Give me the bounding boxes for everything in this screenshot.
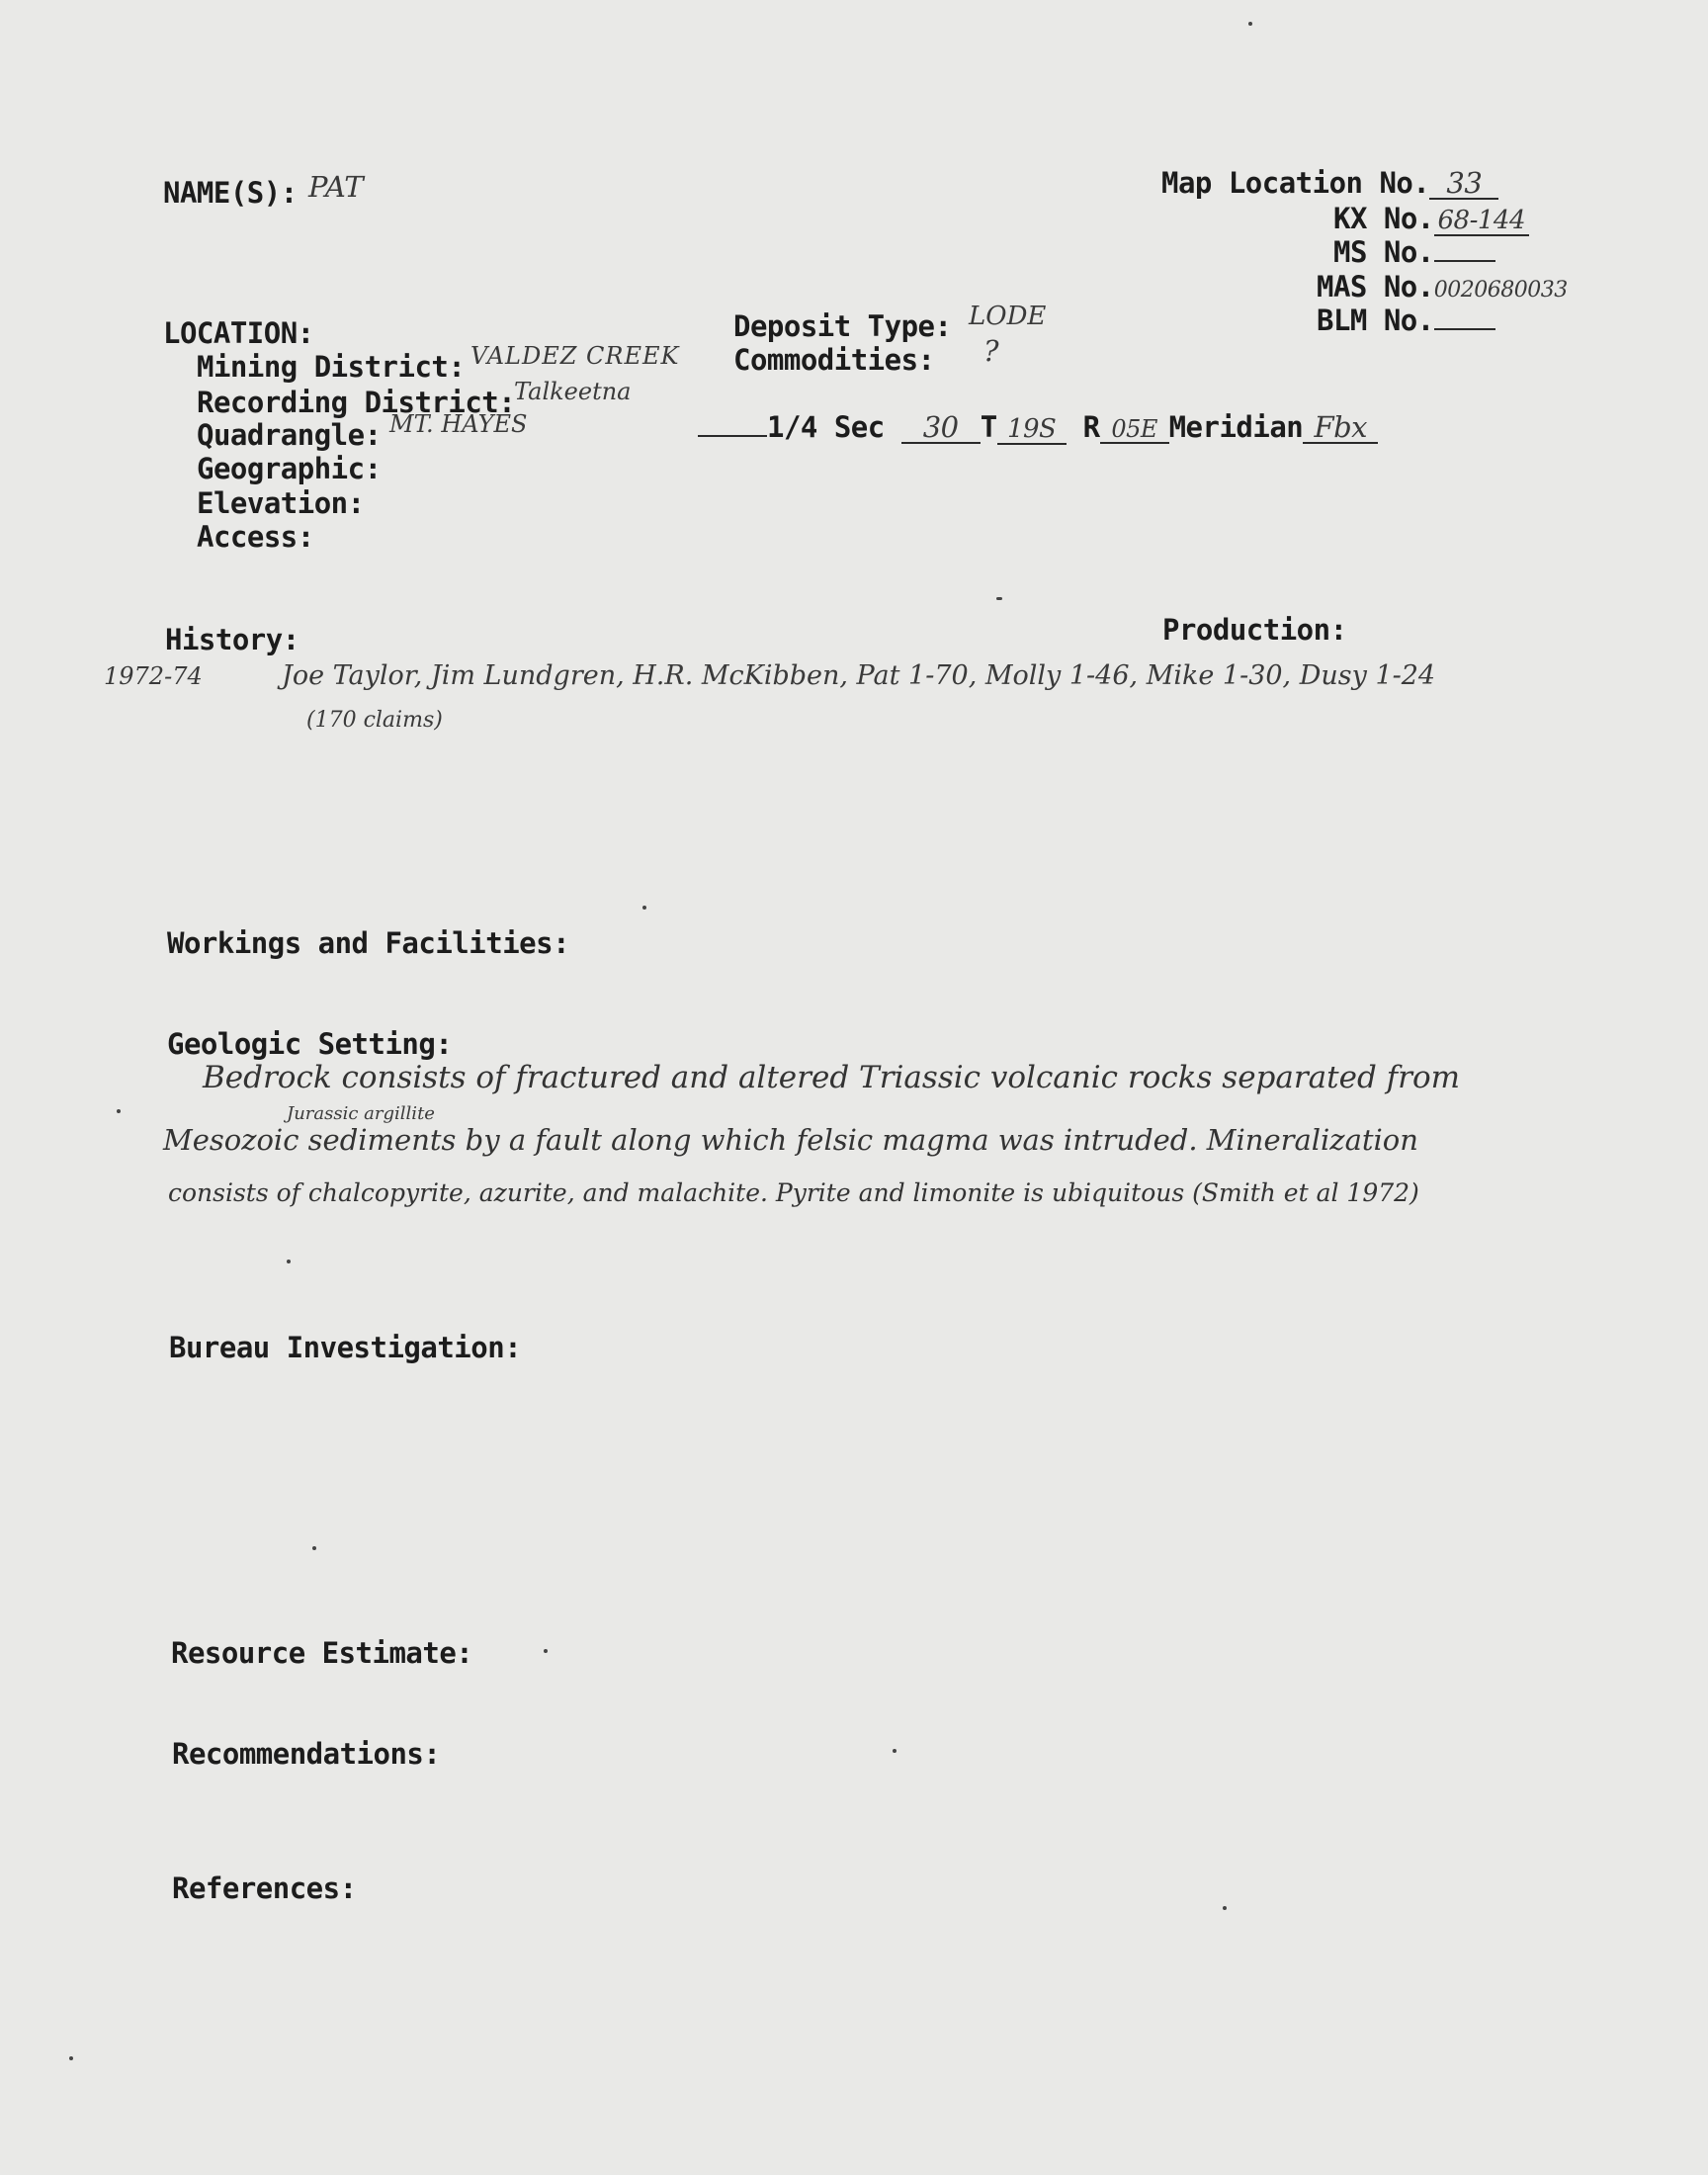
- township-label: T: [980, 410, 997, 444]
- history-years: 1972-74: [104, 662, 203, 690]
- ms-label: [1333, 235, 1495, 269]
- history-note: (170 claims): [306, 708, 443, 733]
- mining-district-label: Mining District:: [197, 350, 466, 384]
- kx-label-text: KX No.: [1333, 202, 1434, 235]
- geologic-line-1: Bedrock consists of fractured and altered Triassic volcanic rocks separated from: [203, 1060, 1461, 1095]
- resource-estimate-label: Resource Estimate:: [171, 1636, 473, 1670]
- geologic-line-3: consists of chalcopyrite, azurite, and malachite. Pyrite and limonite is ubiquitous (Smith et al 1972): [168, 1178, 1419, 1207]
- mining-district-value: VALDEZ CREEK: [470, 342, 680, 370]
- mas-label: [1317, 270, 1568, 304]
- history-text: Joe Taylor, Jim Lundgren, H.R. McKibben, Pat 1-70, Molly 1-46, Mike 1-30, Dusy 1-24: [282, 660, 1436, 691]
- map-location-label-text: Map Location No.: [1161, 166, 1430, 200]
- range-label: R: [1082, 410, 1100, 444]
- quarter-sec-label: 1/4 Sec: [767, 410, 885, 444]
- scan-speck: [996, 597, 1002, 600]
- scan-speck: [544, 1649, 548, 1653]
- workings-label: Workings and Facilities:: [167, 926, 570, 960]
- recording-district-label: Recording District:: [197, 386, 516, 419]
- names-label: NAME(S):: [163, 176, 298, 210]
- kx-label: [1333, 202, 1529, 236]
- commodities-value: ?: [983, 334, 999, 368]
- quadrangle-value: MT. HAYES: [389, 410, 528, 438]
- range-value: 05E: [1100, 417, 1169, 444]
- meridian-label: Meridian: [1168, 410, 1304, 444]
- township-value: 19S: [997, 416, 1067, 445]
- history-label: History:: [165, 623, 299, 656]
- ms-value-blank: [1434, 240, 1495, 262]
- recommendations-label: Recommendations:: [172, 1737, 441, 1771]
- mas-label-text: MAS No.: [1317, 270, 1434, 304]
- scan-speck: [117, 1109, 121, 1113]
- production-label: Production:: [1162, 613, 1347, 647]
- blm-value-blank: [1434, 308, 1495, 330]
- scan-speck: [1248, 22, 1252, 26]
- scan-speck: [287, 1260, 291, 1263]
- access-label: Access:: [197, 520, 314, 554]
- commodities-label: Commodities:: [733, 343, 935, 377]
- location-heading: LOCATION:: [163, 316, 314, 350]
- map-location-value: 33: [1429, 168, 1498, 200]
- scan-speck: [893, 1749, 897, 1753]
- geologic-setting-label: Geologic Setting:: [167, 1027, 453, 1061]
- map-location-label: [1161, 166, 1498, 200]
- scan-speck: [312, 1546, 316, 1550]
- names-value: PAT: [308, 170, 364, 204]
- blm-label: [1317, 304, 1495, 337]
- bureau-investigation-label: Bureau Investigation:: [169, 1331, 522, 1364]
- quadrangle-label: Quadrangle:: [197, 418, 382, 452]
- deposit-type-value: LODE: [969, 302, 1047, 331]
- meridian-value: Fbx: [1303, 412, 1378, 444]
- deposit-type-label: Deposit Type:: [733, 309, 952, 343]
- geologic-line-2: Mesozoic sediments by a fault along which felsic magma was intruded. Mineralization: [163, 1123, 1418, 1157]
- quarter-blank: [698, 415, 767, 437]
- references-label: References:: [172, 1871, 357, 1905]
- recording-district-value: Talkeetna: [514, 378, 632, 405]
- elevation-label: Elevation:: [197, 486, 365, 520]
- sec-value: 30: [901, 412, 981, 444]
- scan-speck: [1223, 1906, 1227, 1910]
- geologic-insert: Jurassic argillite: [287, 1103, 435, 1124]
- mas-value: 0020680033: [1433, 278, 1568, 303]
- plss-line: [698, 410, 1378, 445]
- geographic-label: Geographic:: [197, 452, 382, 485]
- kx-value: 68-144: [1434, 208, 1529, 236]
- ms-label-text: MS No.: [1333, 235, 1434, 269]
- blm-label-text: BLM No.: [1317, 304, 1434, 337]
- scan-speck: [642, 906, 646, 910]
- scan-speck: [69, 2056, 73, 2060]
